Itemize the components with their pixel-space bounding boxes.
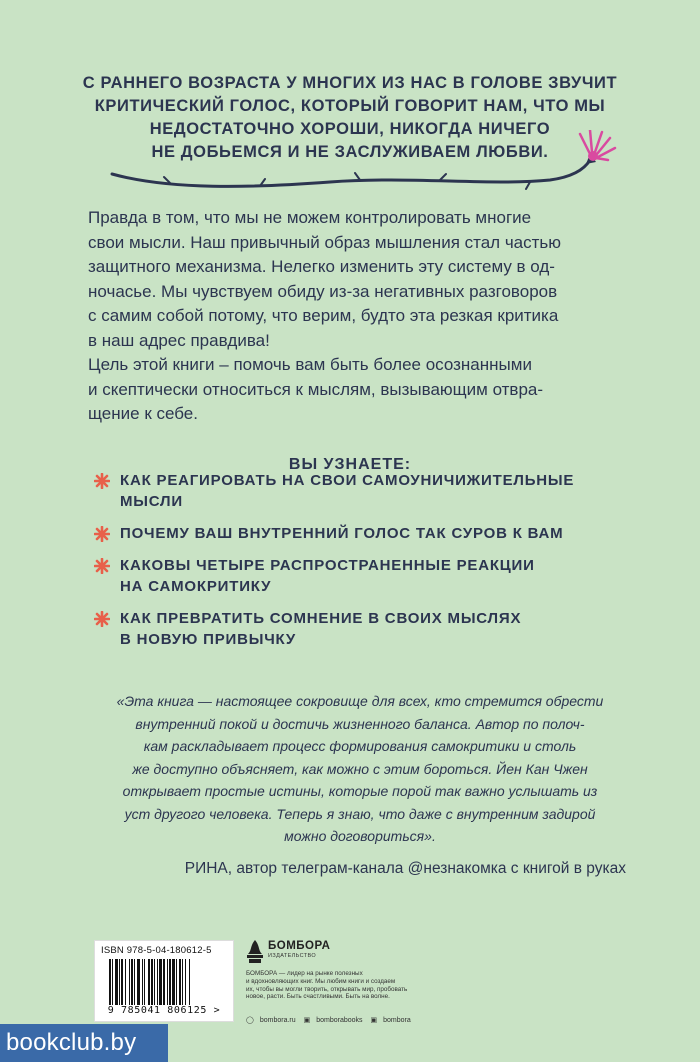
paragraph-2	[88, 353, 636, 427]
intro-line: КРИТИЧЕСКИЙ ГОЛОС, КОТОРЫЙ ГОВОРИТ НАМ, ЧТО МЫ	[94, 97, 606, 115]
desc-line: новое, расти. Быть счастливыми. Быть на волне.	[246, 993, 390, 1001]
barcode-bar	[137, 959, 140, 1005]
text-line: в наш адрес правдива!	[88, 330, 270, 350]
thistle-stem-decoration	[110, 130, 620, 200]
text-line: защитного механизма. Нелегко изменить эту систему в од-	[88, 257, 555, 276]
globe-icon: ◯	[246, 1017, 254, 1024]
barcode-bar	[151, 959, 153, 1005]
item-line: МЫСЛИ	[120, 493, 183, 510]
publisher-name: БОМБОРА	[268, 940, 331, 952]
quote-line: кам раскладывает процесс формирования самокритики и столь	[143, 738, 577, 754]
barcode-bar	[121, 959, 123, 1005]
telegram-icon: ▣	[370, 1017, 378, 1024]
flower-bullet-icon	[94, 473, 110, 489]
vk-icon: ▣	[303, 1017, 311, 1024]
item-line: ПОЧЕМУ ВАШ ВНУТРЕННИЙ ГОЛОС ТАК СУРОВ К ВАМ	[120, 525, 564, 542]
desc-line: и вдохновляющих книг. Мы любим книги и создаем	[246, 977, 396, 985]
item-line: НА САМОКРИТИКУ	[120, 578, 272, 595]
desc-line: их, чтобы вы могли творить, открывать мир, пробовать	[246, 985, 408, 993]
social-telegram[interactable]: bombora	[383, 1017, 411, 1024]
barcode-bars	[109, 959, 221, 1005]
barcode-bar	[119, 959, 120, 1005]
flower-bullet-icon	[94, 526, 110, 542]
item-line: КАК РЕАГИРОВАТЬ НА СВОИ САМОУНИЧИЖИТЕЛЬНЫЕ	[120, 472, 575, 489]
barcode-bar	[112, 959, 113, 1005]
text-line: свои мысли. Наш привычный образ мышления стал частью	[88, 232, 562, 252]
barcode-bar	[109, 959, 111, 1005]
barcode-bar	[115, 959, 118, 1005]
desc-line: БОМБОРА — лидер на рынке полезных	[246, 970, 363, 977]
barcode-bar	[157, 959, 158, 1005]
text-line: с самим собой потому, что верим, будто эта резкая критика	[88, 306, 559, 325]
text-line: ночасье. Мы чувствуем обиду из-за негативных разговоров	[88, 281, 558, 301]
text-line: щение к себе.	[88, 404, 198, 423]
quote-line: «Эта книга — настоящее сокровище для всех, кто стремится обрести	[116, 693, 604, 709]
barcode-bar	[148, 959, 150, 1005]
flower-bullet-icon	[94, 558, 110, 574]
barcode-bar	[189, 959, 190, 1005]
social-site[interactable]: bombora.ru	[259, 1017, 296, 1024]
quote-line: открывает простые истины, которые порой так важно услышать из	[122, 783, 598, 799]
item-line: В НОВУЮ ПРИВЫЧКУ	[120, 631, 297, 648]
social-vk[interactable]: bomborabooks	[316, 1017, 363, 1024]
list-item	[94, 470, 614, 512]
barcode-bar	[179, 959, 181, 1005]
text-line: и скептически относиться к мыслям, вызывающим отвра-	[88, 379, 544, 399]
barcode-bar	[159, 959, 162, 1005]
site-watermark: bookclub.by	[0, 1024, 168, 1062]
description-text	[88, 206, 636, 427]
barcode-bar	[167, 959, 168, 1005]
isbn-label: ISBN 978-5-04-180612-5	[101, 945, 212, 956]
item-line: КАК ПРЕВРАТИТЬ СОМНЕНИЕ В СВОИХ МЫСЛЯХ	[120, 610, 522, 627]
barcode-bar	[131, 959, 133, 1005]
barcode-digits: 9 785041 806125 >	[107, 1005, 221, 1016]
barcode-bar	[176, 959, 177, 1005]
barcode-bar	[129, 959, 130, 1005]
thistle-flower-icon	[580, 130, 615, 161]
bombora-logo-icon	[246, 940, 264, 964]
intro-line: С РАННЕГО ВОЗРАСТА У МНОГИХ ИЗ НАС В ГОЛОВЕ ЗВУЧИТ	[82, 74, 618, 92]
quote-line: можно договориться».	[284, 828, 436, 844]
barcode	[94, 940, 234, 1022]
barcode-bar	[142, 959, 143, 1005]
barcode-bar	[134, 959, 135, 1005]
quote-author: РИНА, автор телеграм-канала @незнакомка с книгой в руках	[184, 860, 626, 877]
list-item	[94, 523, 614, 544]
barcode-bar	[169, 959, 171, 1005]
list-item	[94, 608, 614, 650]
barcode-bar	[125, 959, 126, 1005]
paragraph-1	[88, 206, 636, 353]
barcode-bar	[172, 959, 175, 1005]
barcode-bar	[185, 959, 186, 1005]
social-links	[246, 1016, 417, 1024]
list-item	[94, 555, 614, 597]
text-line: Правда в том, что мы не можем контролировать многие	[88, 208, 532, 227]
quote-line: уст другого человека. Теперь я знаю, что даже с внутренним задирой	[124, 805, 596, 822]
item-line: КАКОВЫ ЧЕТЫРЕ РАСПРОСТРАНЕННЫЕ РЕАКЦИИ	[120, 557, 535, 574]
text-line: Цель этой книги – помочь вам быть более осознанными	[88, 355, 532, 374]
learn-list	[94, 470, 614, 661]
intro-line: НЕ ДОБЬЕМСЯ И НЕ ЗАСЛУЖИВАЕМ ЛЮБВИ.	[151, 143, 549, 161]
barcode-bar	[182, 959, 183, 1005]
quote-line: же доступно объясняет, как можно с этим бороться. Йен Кан Чжен	[132, 760, 588, 777]
learn-title: ВЫ УЗНАЕТЕ:	[288, 456, 412, 473]
barcode-bar	[154, 959, 155, 1005]
publisher-description	[246, 970, 461, 1001]
intro-line: НЕДОСТАТОЧНО ХОРОШИ, НИКОГДА НИЧЕГО	[149, 120, 551, 138]
quote-line: внутренний покой и достичь жизненного баланса. Автор по полоч-	[135, 715, 585, 732]
flower-bullet-icon	[94, 611, 110, 627]
barcode-bar	[163, 959, 165, 1005]
review-quote	[90, 690, 630, 848]
publisher-subtitle: ИЗДАТЕЛЬСТВО	[268, 953, 317, 959]
barcode-bar	[144, 959, 145, 1005]
